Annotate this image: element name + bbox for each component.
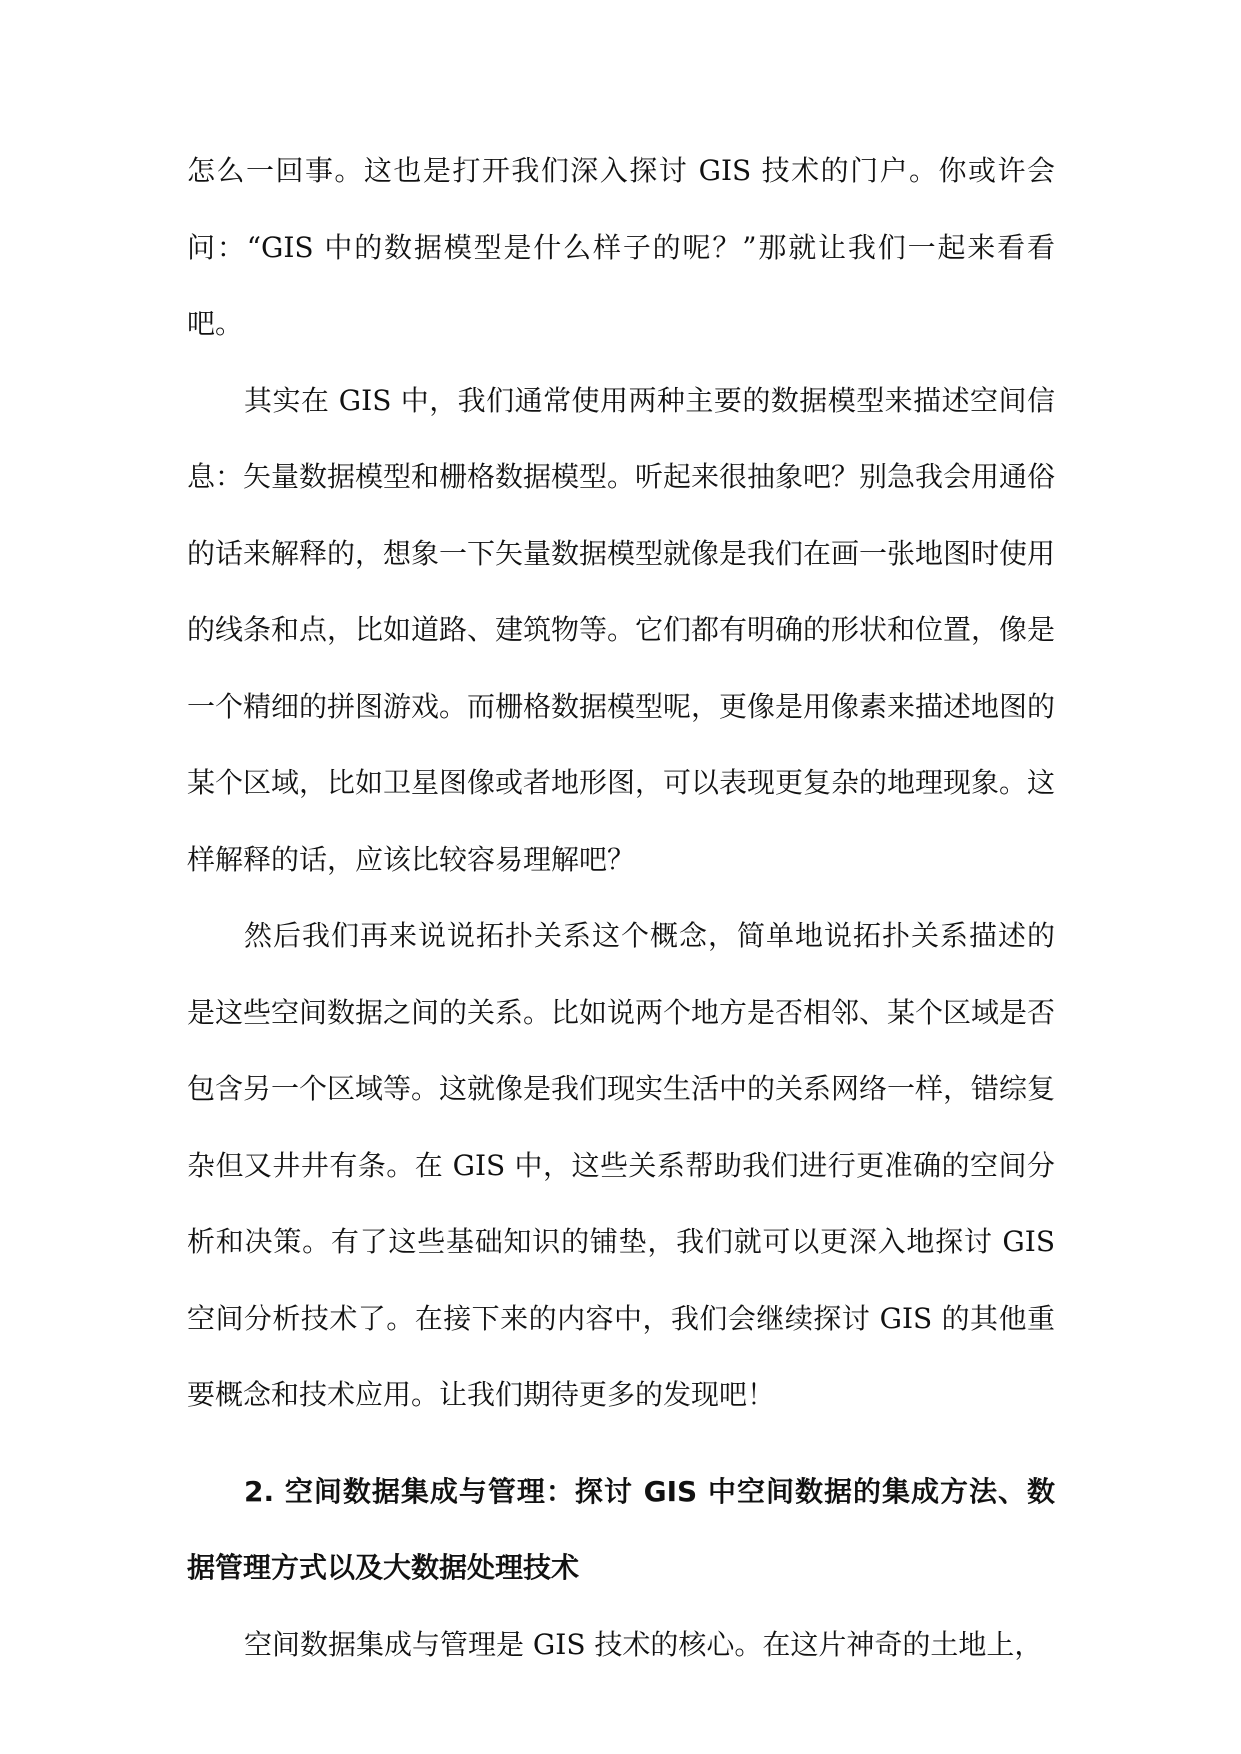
paragraph-section-intro: 空间数据集成与管理是 GIS 技术的核心。在这片神奇的土地上， [244,1627,1043,1661]
paragraph-topology: 然后我们再来说说拓扑关系这个概念，简单地说拓扑关系描述的是这些空间数据之间的关系。比如说两个地方是否相邻、某个区域是否包含另一个区域等。这就像是我们现实生活中的关系网络一样，错综复杂但又井井有条。在 GIS 中，这些关系帮助我们进行更准确的空间分析和决策。有了这些基础知识的铺垫，我们就可以更深入地探讨 GIS 空间分析技术了。在接下来的内容中，我们会继续探讨 GIS 的其他重要概念和技术应用。让我们期待更多的发现吧！ [187,919,1056,1411]
paragraph-data-models: 其实在 GIS 中，我们通常使用两种主要的数据模型来描述空间信息：矢量数据模型和栅格数据模型。听起来很抽象吧？别急我会用通俗的话来解释的，想象一下矢量数据模型就像是我们在画一张地图时使用的线条和点，比如道路、建筑物等。它们都有明确的形状和位置，像是一个精细的拼图游戏。而栅格数据模型呢，更像是用像素来描述地图的某个区域，比如卫星图像或者地形图，可以表现更复杂的地理现象。这样解释的话，应该比较容易理解吧？ [187,383,1056,876]
document-body [187,133,1055,1683]
section-heading: 2. 空间数据集成与管理：探讨 GIS 中空间数据的集成方法、数据管理方式以及大数据处理技术 [187,1474,1055,1584]
paragraph-continuation: 怎么一回事。这也是打开我们深入探讨 GIS 技术的门户。你或许会问：“GIS 中的数据模型是什么样子的呢？”那就让我们一起来看看吧。 [187,154,1055,340]
